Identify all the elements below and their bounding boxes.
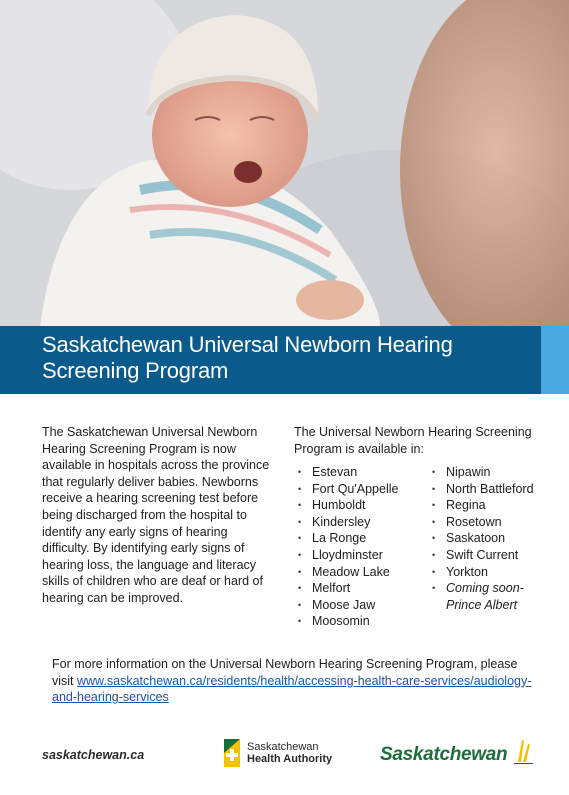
list-item: • Melfort [298,580,428,597]
health-authority-logo [222,737,352,771]
title-banner-accent [541,326,569,394]
coming-soon-item: • Coming soon- Prince Albert [432,580,562,613]
list-item: • Kindersley [298,514,428,531]
health-authority-icon [222,737,242,769]
audiology-services-link[interactable]: www.saskatchewan.ca/residents/health/accessing-health-care-services/audiology-and-hearing-services [52,673,532,705]
locations-list-column-2 [432,464,562,613]
more-info-text: For more information on the Universal Newborn Hearing Screening Program, please visit [52,657,518,688]
health-authority-line1: Saskatchewan [247,741,319,753]
list-item: • La Ronge [298,530,428,547]
list-item: • Lloydminster [298,547,428,564]
health-authority-line2: Health Authority [247,753,333,765]
list-item: • Estevan [298,464,428,481]
government-of-saskatchewan-logo [380,738,540,770]
footer-website: saskatchewan.ca [42,748,145,762]
more-info-paragraph [52,656,532,706]
government-wordmark: Saskatchewan [380,744,508,765]
intro-paragraph: The Saskatchewan Universal Newborn Hearing Screening Program is now available in hospitals across the province that regularly deliver babies. Newborns receive a hearing screening test before being discharged from the hospital to identify any early signs of hearing difficulty. By identifying early signs of hearing loss, the language and literacy skills of children who are deaf or hard of hearing can be improved. [42,425,270,605]
list-item: • Yorkton [432,564,562,581]
hero-photo [0,0,569,326]
list-item: • Swift Current [432,547,562,564]
wheat-sheaf-icon [512,738,534,764]
list-item: • Regina [432,497,562,514]
list-item: • Nipawin [432,464,562,481]
list-item: • Fort Qu'Appelle [298,481,428,498]
list-item: • Moosomin [298,613,428,630]
list-item: • Saskatoon [432,530,562,547]
locations-list-column-1 [298,464,428,630]
list-item: • North Battleford [432,481,562,498]
list-item: • Moose Jaw [298,597,428,614]
availability-heading: The Universal Newborn Hearing Screening Program is available in: [294,425,532,456]
list-item: • Humboldt [298,497,428,514]
list-item: • Rosetown [432,514,562,531]
page-title: Saskatchewan Universal Newborn Hearing Screening Program [42,332,453,383]
list-item: • Meadow Lake [298,564,428,581]
